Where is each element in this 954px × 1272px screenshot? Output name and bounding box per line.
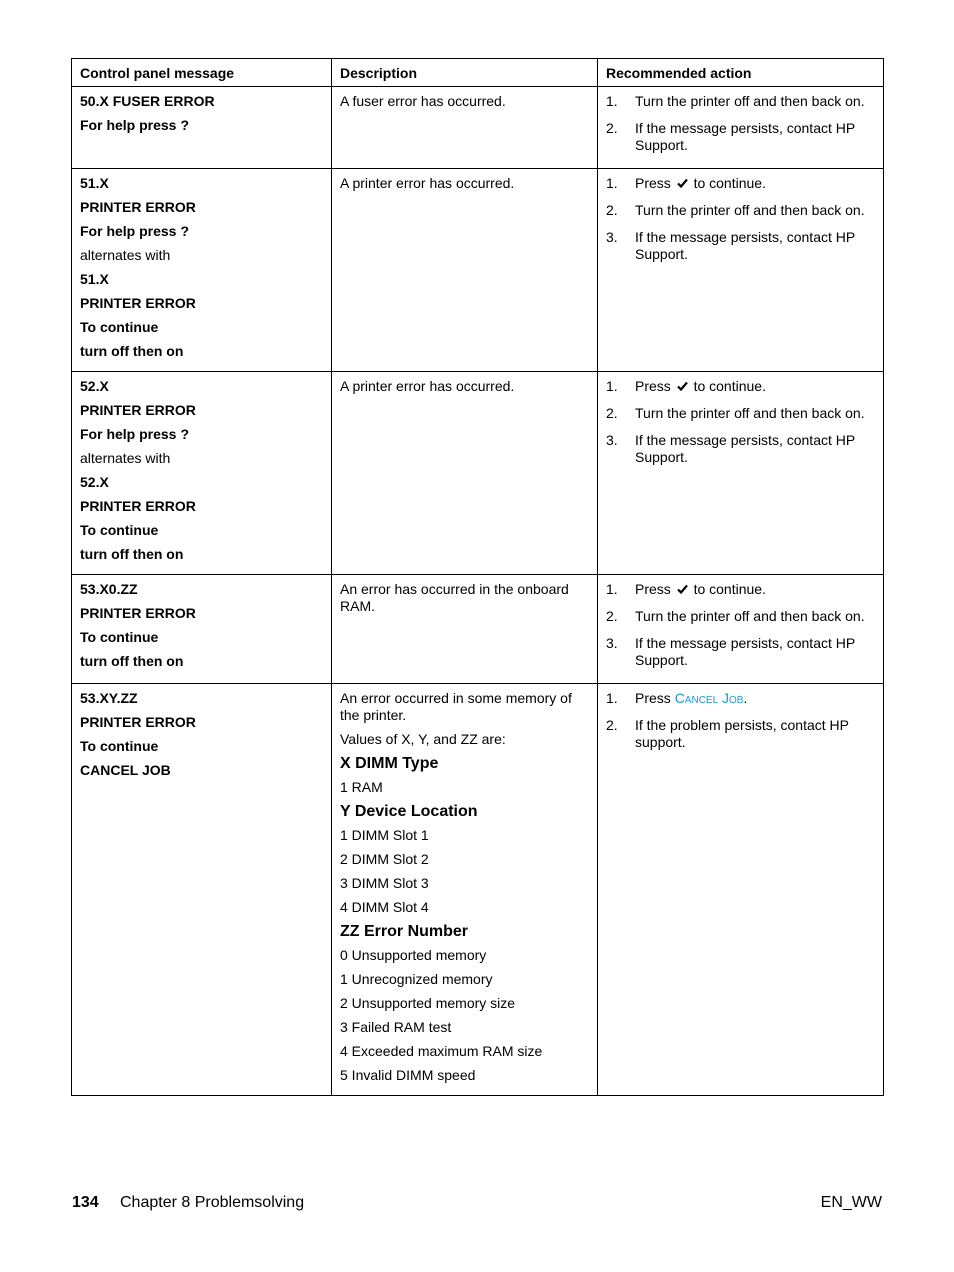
control-panel-message-cell bbox=[72, 87, 332, 169]
table-header-row bbox=[72, 59, 884, 87]
action-item bbox=[606, 229, 875, 263]
action-pre: Press bbox=[635, 378, 671, 394]
table-body bbox=[72, 87, 884, 1096]
message-text: To continue bbox=[80, 522, 159, 538]
action-text: If the message persists, contact HP Support. bbox=[635, 432, 855, 465]
message-text: For help press bbox=[80, 117, 177, 133]
description-line: 2 Unsupported memory size bbox=[340, 995, 516, 1011]
action-text: Turn the printer off and then back on. bbox=[635, 93, 865, 109]
message-text: CANCEL JOB bbox=[80, 762, 171, 778]
description-line: 1 Unrecognized memory bbox=[340, 971, 493, 987]
description-line: A fuser error has occurred. bbox=[340, 93, 506, 109]
action-number: 1. bbox=[606, 690, 618, 706]
action-post: to continue. bbox=[693, 581, 766, 597]
table-row bbox=[72, 372, 884, 575]
recommended-action-cell bbox=[598, 575, 884, 684]
header-description: Description bbox=[332, 59, 598, 87]
message-text: PRINTER ERROR bbox=[80, 199, 196, 215]
description-line: A printer error has occurred. bbox=[340, 175, 515, 191]
action-item bbox=[606, 635, 875, 669]
description-line: Values of X, Y, and ZZ are: bbox=[340, 731, 506, 747]
locale-label: EN_WW bbox=[820, 1194, 882, 1211]
message-line bbox=[80, 474, 323, 491]
action-post: to continue. bbox=[693, 378, 766, 394]
message-line bbox=[80, 653, 323, 670]
help-icon: ? bbox=[180, 223, 190, 239]
recommended-action-cell bbox=[598, 372, 884, 575]
action-number: 2. bbox=[606, 608, 618, 624]
description-heading: Y Device Location bbox=[340, 803, 478, 820]
action-text bbox=[635, 690, 875, 707]
description-line: 3 Failed RAM test bbox=[340, 1019, 452, 1035]
header-recommended-action: Recommended action bbox=[598, 59, 884, 87]
description-line: A printer error has occurred. bbox=[340, 378, 515, 394]
message-line bbox=[80, 426, 323, 443]
message-text: 53.XY.ZZ bbox=[80, 690, 138, 706]
control-panel-message-cell bbox=[72, 684, 332, 1096]
message-line bbox=[80, 762, 323, 779]
action-number: 2. bbox=[606, 120, 618, 136]
control-panel-message-cell bbox=[72, 575, 332, 684]
cancel-job-link[interactable]: Cancel Job bbox=[674, 690, 744, 706]
description-line: An error occurred in some memory of the printer. bbox=[340, 690, 572, 723]
action-item bbox=[606, 175, 875, 192]
description-line: 1 RAM bbox=[340, 779, 383, 795]
action-number: 3. bbox=[606, 635, 618, 651]
message-text: 51.X bbox=[80, 271, 109, 287]
message-text: To continue bbox=[80, 319, 159, 335]
help-icon: ? bbox=[180, 426, 190, 442]
action-text bbox=[635, 378, 875, 395]
message-text: 51.X bbox=[80, 175, 109, 191]
description-line: 1 DIMM Slot 1 bbox=[340, 827, 429, 843]
table-row bbox=[72, 87, 884, 169]
control-panel-message-cell bbox=[72, 169, 332, 372]
action-pre: Press bbox=[635, 175, 671, 191]
action-item bbox=[606, 690, 875, 707]
action-text: Turn the printer off and then back on. bbox=[635, 608, 865, 624]
description-line: 2 DIMM Slot 2 bbox=[340, 851, 429, 867]
message-line bbox=[80, 343, 323, 360]
action-number: 1. bbox=[606, 378, 618, 394]
checkmark-icon bbox=[677, 581, 688, 598]
message-text: PRINTER ERROR bbox=[80, 605, 196, 621]
description-cell bbox=[332, 372, 598, 575]
action-item bbox=[606, 432, 875, 466]
message-text: 53.X0.ZZ bbox=[80, 581, 138, 597]
message-text: For help press bbox=[80, 223, 177, 239]
action-list bbox=[606, 93, 875, 154]
recommended-action-cell bbox=[598, 87, 884, 169]
message-text: turn off then on bbox=[80, 546, 184, 562]
action-item bbox=[606, 120, 875, 154]
description-line: An error has occurred in the onboard RAM. bbox=[340, 581, 569, 614]
action-number: 3. bbox=[606, 432, 618, 448]
checkmark-icon bbox=[677, 175, 688, 192]
action-list bbox=[606, 378, 875, 466]
message-line bbox=[80, 629, 323, 646]
message-text: turn off then on bbox=[80, 343, 184, 359]
message-line bbox=[80, 247, 323, 264]
message-text: For help press bbox=[80, 426, 177, 442]
action-text: If the message persists, contact HP Support. bbox=[635, 229, 855, 262]
action-item bbox=[606, 202, 875, 219]
action-item bbox=[606, 608, 875, 625]
description-cell bbox=[332, 169, 598, 372]
checkmark-icon bbox=[677, 378, 688, 395]
message-text: To continue bbox=[80, 629, 159, 645]
action-post: . bbox=[743, 690, 748, 706]
description-heading: X DIMM Type bbox=[340, 755, 439, 772]
message-line bbox=[80, 605, 323, 622]
action-text: Turn the printer off and then back on. bbox=[635, 202, 865, 218]
message-line bbox=[80, 738, 323, 755]
description-line: 4 Exceeded maximum RAM size bbox=[340, 1043, 543, 1059]
action-number: 1. bbox=[606, 175, 618, 191]
action-number: 2. bbox=[606, 405, 618, 421]
message-text: To continue bbox=[80, 738, 159, 754]
message-line bbox=[80, 450, 323, 467]
message-text: alternates with bbox=[80, 450, 171, 466]
chapter-title: Chapter 8 Problemsolving bbox=[120, 1194, 305, 1211]
message-line bbox=[80, 117, 323, 134]
message-line bbox=[80, 199, 323, 216]
message-line bbox=[80, 546, 323, 563]
recommended-action-cell bbox=[598, 169, 884, 372]
message-line bbox=[80, 271, 323, 288]
action-text bbox=[635, 581, 875, 598]
action-number: 2. bbox=[606, 717, 618, 733]
control-panel-message-cell bbox=[72, 372, 332, 575]
message-text: PRINTER ERROR bbox=[80, 402, 196, 418]
message-text: 52.X bbox=[80, 378, 109, 394]
action-list bbox=[606, 690, 875, 751]
description-cell bbox=[332, 87, 598, 169]
message-text: PRINTER ERROR bbox=[80, 295, 196, 311]
action-item bbox=[606, 717, 875, 751]
table-row bbox=[72, 684, 884, 1096]
action-item bbox=[606, 581, 875, 598]
message-line bbox=[80, 319, 323, 336]
message-line bbox=[80, 93, 323, 110]
message-text: PRINTER ERROR bbox=[80, 498, 196, 514]
action-number: 2. bbox=[606, 202, 618, 218]
message-text: alternates with bbox=[80, 247, 171, 263]
message-line bbox=[80, 690, 323, 707]
action-list bbox=[606, 175, 875, 263]
description-heading: ZZ Error Number bbox=[340, 923, 469, 940]
description-line: 4 DIMM Slot 4 bbox=[340, 899, 429, 915]
message-line bbox=[80, 223, 323, 240]
description-cell bbox=[332, 575, 598, 684]
message-line bbox=[80, 498, 323, 515]
message-line bbox=[80, 581, 323, 598]
message-line bbox=[80, 714, 323, 731]
header-control-panel-message: Control panel message bbox=[72, 59, 332, 87]
message-line bbox=[80, 378, 323, 395]
message-line bbox=[80, 295, 323, 312]
message-text: turn off then on bbox=[80, 653, 184, 669]
action-text: Turn the printer off and then back on. bbox=[635, 405, 865, 421]
action-text bbox=[635, 175, 875, 192]
description-line: 5 Invalid DIMM speed bbox=[340, 1067, 476, 1083]
message-line bbox=[80, 175, 323, 192]
action-text: If the problem persists, contact HP support. bbox=[635, 717, 849, 750]
page-number: 134 bbox=[72, 1194, 99, 1211]
message-text: 52.X bbox=[80, 474, 109, 490]
action-number: 1. bbox=[606, 93, 618, 109]
description-line: 3 DIMM Slot 3 bbox=[340, 875, 429, 891]
message-line bbox=[80, 402, 323, 419]
action-list bbox=[606, 581, 875, 669]
error-message-table bbox=[71, 58, 884, 1096]
action-item bbox=[606, 93, 875, 110]
action-pre: Press bbox=[635, 581, 671, 597]
action-text: If the message persists, contact HP Support. bbox=[635, 635, 855, 668]
action-pre: Press bbox=[635, 690, 671, 706]
action-text: If the message persists, contact HP Support. bbox=[635, 120, 855, 153]
description-cell bbox=[332, 684, 598, 1096]
description-line: 0 Unsupported memory bbox=[340, 947, 487, 963]
action-number: 3. bbox=[606, 229, 618, 245]
message-text: PRINTER ERROR bbox=[80, 714, 196, 730]
help-icon: ? bbox=[180, 117, 190, 133]
recommended-action-cell bbox=[598, 684, 884, 1096]
action-item bbox=[606, 378, 875, 395]
table-row bbox=[72, 575, 884, 684]
table-row bbox=[72, 169, 884, 372]
action-number: 1. bbox=[606, 581, 618, 597]
action-item bbox=[606, 405, 875, 422]
message-text: 50.X FUSER ERROR bbox=[80, 93, 215, 109]
message-line bbox=[80, 522, 323, 539]
action-post: to continue. bbox=[693, 175, 766, 191]
